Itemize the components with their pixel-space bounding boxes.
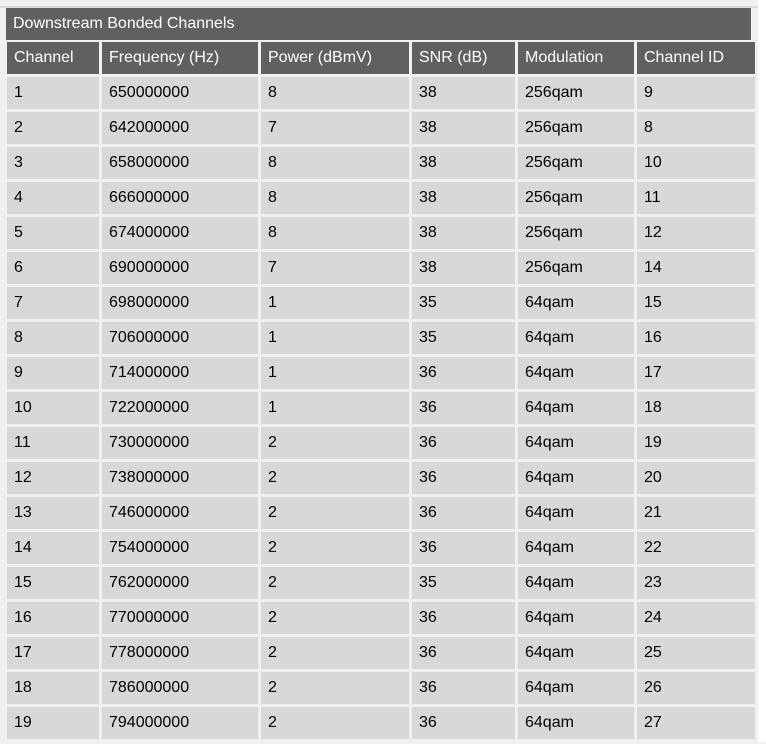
column-header-channel-id: Channel ID: [637, 42, 755, 74]
channel-cell: 3: [7, 147, 99, 179]
frequency-cell: 746000000: [102, 497, 258, 529]
channel-cell: 12: [7, 462, 99, 494]
power-cell: 1: [261, 322, 409, 354]
snr-cell: 36: [412, 707, 515, 739]
power-cell: 1: [261, 392, 409, 424]
table-row: [7, 392, 755, 424]
power-cell: 2: [261, 637, 409, 669]
channel-cell: 14: [7, 532, 99, 564]
channel-id-cell: 20: [637, 462, 755, 494]
channel-cell: 11: [7, 427, 99, 459]
snr-cell: 38: [412, 182, 515, 214]
modulation-cell: 64qam: [518, 392, 634, 424]
channel-id-cell: 22: [637, 532, 755, 564]
power-cell: 8: [261, 77, 409, 109]
table-row: [7, 77, 755, 109]
scroll-edge: [758, 0, 766, 742]
snr-cell: 38: [412, 252, 515, 284]
modulation-cell: 64qam: [518, 532, 634, 564]
channel-cell: 2: [7, 112, 99, 144]
snr-cell: 36: [412, 637, 515, 669]
snr-cell: 36: [412, 392, 515, 424]
frequency-cell: 714000000: [102, 357, 258, 389]
table-row: [7, 707, 755, 739]
channel-cell: 18: [7, 672, 99, 704]
column-header-channel: Channel: [7, 42, 99, 74]
frequency-cell: 658000000: [102, 147, 258, 179]
modulation-cell: 256qam: [518, 147, 634, 179]
frequency-cell: 674000000: [102, 217, 258, 249]
channel-id-cell: 24: [637, 602, 755, 634]
table-row: [7, 637, 755, 669]
downstream-channels-table: [4, 39, 758, 742]
table-row: [7, 147, 755, 179]
power-cell: 2: [261, 532, 409, 564]
modulation-cell: 64qam: [518, 322, 634, 354]
channel-cell: 19: [7, 707, 99, 739]
modulation-cell: 64qam: [518, 707, 634, 739]
column-header-modulation: Modulation: [518, 42, 634, 74]
frequency-cell: 690000000: [102, 252, 258, 284]
channel-id-cell: 9: [637, 77, 755, 109]
column-header-power: Power (dBmV): [261, 42, 409, 74]
snr-cell: 38: [412, 217, 515, 249]
channel-id-cell: 12: [637, 217, 755, 249]
snr-cell: 36: [412, 357, 515, 389]
channel-cell: 17: [7, 637, 99, 669]
modulation-cell: 256qam: [518, 77, 634, 109]
channel-cell: 16: [7, 602, 99, 634]
frequency-cell: 722000000: [102, 392, 258, 424]
modulation-cell: 64qam: [518, 637, 634, 669]
modulation-cell: 256qam: [518, 112, 634, 144]
modulation-cell: 64qam: [518, 672, 634, 704]
snr-cell: 38: [412, 147, 515, 179]
channel-id-cell: 19: [637, 427, 755, 459]
channel-id-cell: 15: [637, 287, 755, 319]
snr-cell: 36: [412, 602, 515, 634]
channel-cell: 1: [7, 77, 99, 109]
frequency-cell: 738000000: [102, 462, 258, 494]
modulation-cell: 64qam: [518, 427, 634, 459]
table-row: [7, 322, 755, 354]
frequency-cell: 786000000: [102, 672, 258, 704]
channel-id-cell: 23: [637, 567, 755, 599]
frequency-cell: 794000000: [102, 707, 258, 739]
table-row: [7, 427, 755, 459]
table-row: [7, 252, 755, 284]
channel-id-cell: 11: [637, 182, 755, 214]
frequency-cell: 666000000: [102, 182, 258, 214]
header-row: [7, 42, 755, 74]
power-cell: 2: [261, 707, 409, 739]
modulation-cell: 64qam: [518, 567, 634, 599]
frequency-cell: 770000000: [102, 602, 258, 634]
frequency-cell: 706000000: [102, 322, 258, 354]
snr-cell: 35: [412, 322, 515, 354]
channel-cell: 9: [7, 357, 99, 389]
modulation-cell: 64qam: [518, 287, 634, 319]
power-cell: 2: [261, 602, 409, 634]
column-header-frequency: Frequency (Hz): [102, 42, 258, 74]
snr-cell: 38: [412, 112, 515, 144]
frequency-cell: 650000000: [102, 77, 258, 109]
channel-id-cell: 21: [637, 497, 755, 529]
frequency-cell: 754000000: [102, 532, 258, 564]
power-cell: 1: [261, 357, 409, 389]
channel-id-cell: 14: [637, 252, 755, 284]
table-title: Downstream Bonded Channels: [6, 8, 751, 40]
channel-cell: 6: [7, 252, 99, 284]
snr-cell: 35: [412, 567, 515, 599]
snr-cell: 36: [412, 532, 515, 564]
modulation-cell: 256qam: [518, 182, 634, 214]
channel-id-cell: 18: [637, 392, 755, 424]
table-row: [7, 357, 755, 389]
channel-cell: 15: [7, 567, 99, 599]
frequency-cell: 778000000: [102, 637, 258, 669]
table-row: [7, 567, 755, 599]
modulation-cell: 64qam: [518, 357, 634, 389]
modulation-cell: 256qam: [518, 252, 634, 284]
snr-cell: 36: [412, 427, 515, 459]
channel-cell: 13: [7, 497, 99, 529]
table-row: [7, 217, 755, 249]
table-row: [7, 462, 755, 494]
channel-id-cell: 25: [637, 637, 755, 669]
power-cell: 8: [261, 182, 409, 214]
modulation-cell: 64qam: [518, 497, 634, 529]
frequency-cell: 698000000: [102, 287, 258, 319]
snr-cell: 35: [412, 287, 515, 319]
channel-id-cell: 26: [637, 672, 755, 704]
table-row: [7, 497, 755, 529]
frequency-cell: 642000000: [102, 112, 258, 144]
power-cell: 2: [261, 672, 409, 704]
modulation-cell: 64qam: [518, 602, 634, 634]
snr-cell: 38: [412, 77, 515, 109]
modulation-cell: 256qam: [518, 217, 634, 249]
table-row: [7, 602, 755, 634]
frequency-cell: 730000000: [102, 427, 258, 459]
snr-cell: 36: [412, 462, 515, 494]
power-cell: 1: [261, 287, 409, 319]
channel-id-cell: 10: [637, 147, 755, 179]
power-cell: 2: [261, 567, 409, 599]
modulation-cell: 64qam: [518, 462, 634, 494]
snr-cell: 36: [412, 672, 515, 704]
power-cell: 2: [261, 462, 409, 494]
channel-id-cell: 17: [637, 357, 755, 389]
frequency-cell: 762000000: [102, 567, 258, 599]
channel-cell: 5: [7, 217, 99, 249]
table-row: [7, 182, 755, 214]
channel-cell: 8: [7, 322, 99, 354]
channel-cell: 7: [7, 287, 99, 319]
channel-id-cell: 8: [637, 112, 755, 144]
power-cell: 2: [261, 497, 409, 529]
table-row: [7, 532, 755, 564]
power-cell: 7: [261, 112, 409, 144]
table-row: [7, 112, 755, 144]
channel-cell: 4: [7, 182, 99, 214]
power-cell: 2: [261, 427, 409, 459]
table-row: [7, 287, 755, 319]
table-row: [7, 672, 755, 704]
snr-cell: 36: [412, 497, 515, 529]
power-cell: 7: [261, 252, 409, 284]
column-header-snr: SNR (dB): [412, 42, 515, 74]
channel-cell: 10: [7, 392, 99, 424]
power-cell: 8: [261, 217, 409, 249]
channel-id-cell: 27: [637, 707, 755, 739]
power-cell: 8: [261, 147, 409, 179]
channel-id-cell: 16: [637, 322, 755, 354]
